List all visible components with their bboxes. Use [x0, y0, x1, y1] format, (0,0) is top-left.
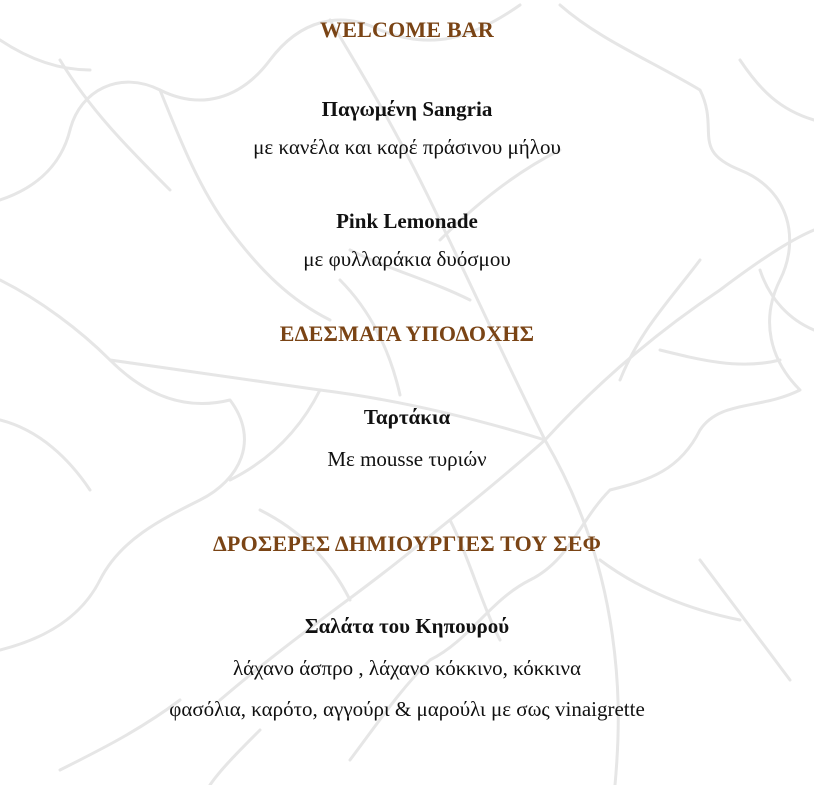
- item-desc-pink-lemonade: με φυλλαράκια δυόσμου: [303, 247, 511, 271]
- item-name-tartlets: Ταρτάκια: [363, 405, 451, 429]
- item-desc-tartlets: Με mousse τυριών: [327, 447, 487, 471]
- item-name-pink-lemonade: Pink Lemonade: [336, 209, 478, 233]
- section-title-chef-creations: ΔΡΟΣΕΡΕΣ ΔΗΜΙΟΥΡΓΙΕΣ ΤΟΥ ΣΕΦ: [212, 531, 602, 556]
- item-desc-gardener-salad-line1: λάχανο άσπρο , λάχανο κόκκινο, κόκκινα: [232, 656, 582, 680]
- item-desc-gardener-salad-line2: φασόλια, καρότο, αγγούρι & μαρούλι με σως vinaigrette: [169, 697, 645, 721]
- section-title-welcome-bar: WELCOME BAR: [320, 17, 494, 42]
- section-title-reception-dishes: ΕΔΕΣΜΑΤΑ ΥΠΟΔΟΧΗΣ: [279, 321, 535, 346]
- item-name-sangria: Παγωμένη Sangria: [321, 97, 493, 121]
- item-name-gardener-salad: Σαλάτα του Κηπουρού: [304, 614, 510, 638]
- item-desc-sangria: με κανέλα και καρέ πράσινου μήλου: [253, 135, 561, 159]
